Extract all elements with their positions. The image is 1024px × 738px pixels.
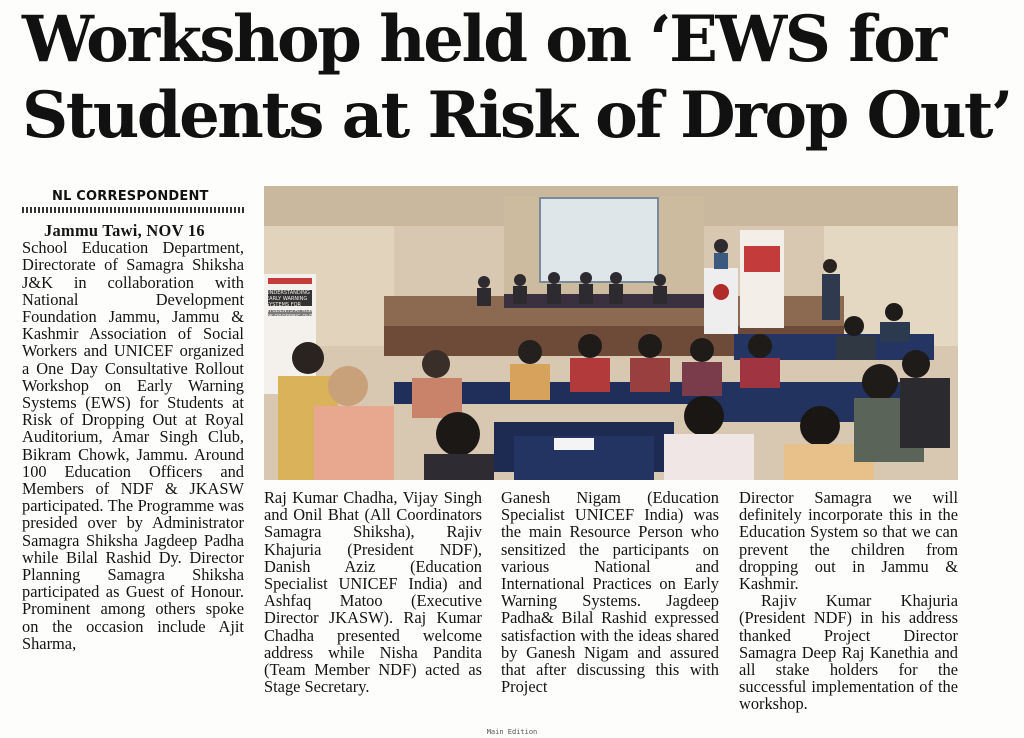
article-column-1 [22,222,244,652]
article-photo [264,186,958,480]
byline: NL CORRESPONDENT [52,189,209,204]
article-column-2 [264,489,482,695]
dateline: Jammu Tawi, NOV 16 [44,221,205,240]
article-text-col1: School Education Department, Directorate of Samagra Shiksha J&K in collaboration with National Development Foundation Jammu, Jammu & Kashmir Association of Social Workers and UNICEF organized a One Day Consultative Rollout Workshop on Early Warning Systems (EWS) for Students at Risk of Dropping Out at Royal Auditorium, Amar Singh Club, Bikram Chowk, Jammu. Around 100 Education Officers and Members of NDF & JKASW participated. The Programme was presided over by Administrator Samagra Shiksha Jagdeep Padha while Bilal Rashid Dy. Director Planning Samagra Shiksha participated as Guest of Honour. Prominent among others spoke on the occasion include Ajit Sharma, [22,238,244,653]
article-text-col4b: Rajiv Kumar Khajuria (President NDF) in his address thanked Project Director Samagra Deep Raj Kanethia and all stake holders for the successful implementation of the workshop. [739,591,958,714]
photo-banner-text: UNDERSTANDING EARLY WARNING SYSTEMS FOR STUDENTS AT RISK OF DROPPING OUT [266,290,314,320]
article-text-col2: Raj Kumar Chadha, Vijay Singh and Onil Bhat (All Coordinators Samagra Shiksha), Rajiv Khajuria (President NDF), Danish Aziz (Education Specialist UNICEF India) and Ashfaq Matoo (Executive Director JKASW). Raj Kumar Chadha presented welcome address while Nisha Pandita (Team Member NDF) acted as Stage Secretary. [264,488,482,697]
article-text-col4a: Director Samagra we will definitely incorporate this in the Education System so that we can prevent the children from dropping out in Jammu & Kashmir. [739,488,958,594]
byline-divider [22,207,244,213]
article-column-3 [501,489,719,695]
article-column-4 [739,489,958,713]
footer-edition: Main Edition [486,728,538,736]
headline: Workshop held on ‘EWS for Students at Risk of Drop Out’ [22,2,1011,153]
article-text-col3: Ganesh Nigam (Education Specialist UNICEF India) was the main Resource Person who sensitized the participants on various National and International Practices on Early Warning Systems. Jagdeep Padha& Bilal Rashid expressed satisfaction with the ideas shared by Ganesh Nigam and assured that after discussing this with Project [501,488,719,697]
